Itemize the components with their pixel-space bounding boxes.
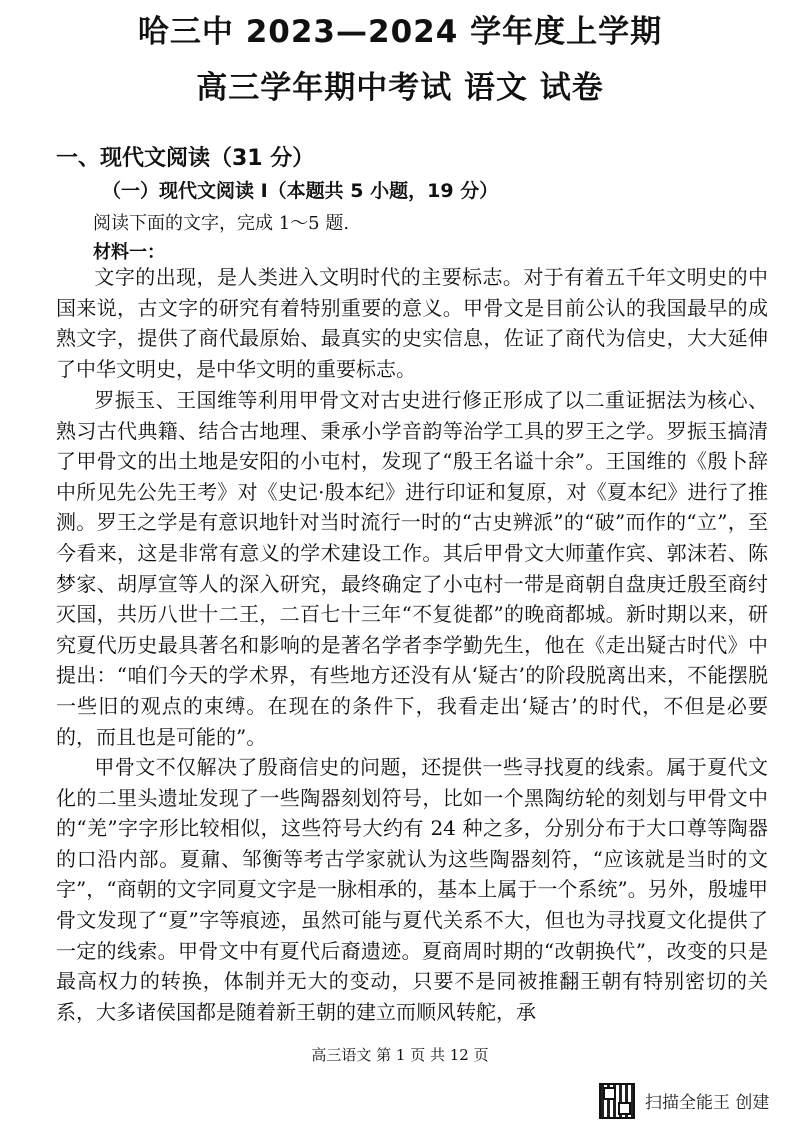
paragraph-1-text: 文字的出现，是人类进入文明时代的主要标志。对于有着五千年文明史的中国来说，古文字的研究有着特别重要的意义。甲骨文是目前公认的我国最早的成熟文字，提供了商代最原始、最真实的史实信息，佐证了商代为信史，大大延伸了中华文明史，是中华文明的重要标志。 [56,265,768,381]
sub-section-heading: （一）现代文阅读 I（本题共 5 小题，19 分） [102,180,499,202]
material-label: 材料一： [93,242,165,263]
paragraph-2 [56,385,768,752]
paragraph-3 [56,752,768,1027]
scanner-watermark: 扫描全能王 创建 [645,1093,770,1113]
qr-code-icon [599,1083,635,1119]
exam-title-line2: 高三学年期中考试 语文 试卷 [196,70,604,106]
paragraph-3-text: 甲骨文不仅解决了殷商信史的问题，还提供一些寻找夏的线索。属于夏代文化的二里头遗址发现了一些陶器刻划符号，比如一个黑陶纺轮的刻划与甲骨文中的“羌”字字形比较相似，这些符号大约有 24 种之多，分别分布于大口尊等陶器的口沿内部。夏鼐、邹衡等考古学家就认为这些陶器刻符，“应该就是当时的文字”，“商朝的文字同夏文字是一脉相承的，基本上属于一个系统”。另外，殷墟甲骨文发现了“夏”字等痕迹，虽然可能与夏代关系不大，但也为寻找夏文化提供了一定的线索。甲骨文中有夏代后裔遗迹。夏商周时期的“改朝换代”，改变的只是最高权力的转换，体制并无大的变动，只要不是同被推翻王朝有特别密切的关系，大多诸侯国都是随着新王朝的建立而顺风转舵，承 [56,755,768,1024]
section-heading: 一、现代文阅读（31 分） [56,146,315,171]
paragraph-2-text: 罗振玉、王国维等利用甲骨文对古史进行修正形成了以二重证据法为核心、熟习古代典籍、结合古地理、秉承小学音韵等治学工具的罗王之学。罗振玉搞清了甲骨文的出土地是安阳的小屯村，发现了“殷王名谥十余”。王国维的《殷卜辞中所见先公先王考》对《史记·殷本纪》进行印证和复原，对《夏本纪》进行了推测。罗王之学是有意识地针对当时流行一时的“古史辨派”的“破”而作的“立”，至今看来，这是非常有意义的学术建设工作。其后甲骨文大师董作宾、郭沫若、陈梦家、胡厚宣等人的深入研究，最终确定了小屯村一带是商朝自盘庚迁殷至商纣灭国，共历八世十二王，二百七十三年“不复徙都”的晚商都城。新时期以来，研究夏代历史最具著名和影响的是著名学者李学勤先生，他在《走出疑古时代》中提出：“咱们今天的学术界，有些地方还没有从‘疑古’的阶段脱离出来，不能摆脱一些旧的观点的束缚。在现在的条件下，我看走出‘疑古’的时代，不但是必要的，而且也是可能的”。 [56,388,768,749]
paragraph-1 [56,262,768,384]
exam-title-line1: 哈三中 2023—2024 学年度上学期 [137,14,663,50]
page-footer: 高三语文 第 1 页 共 12 页 [311,1046,489,1064]
reading-instruction: 阅读下面的文字，完成 1～5 题. [93,213,350,234]
